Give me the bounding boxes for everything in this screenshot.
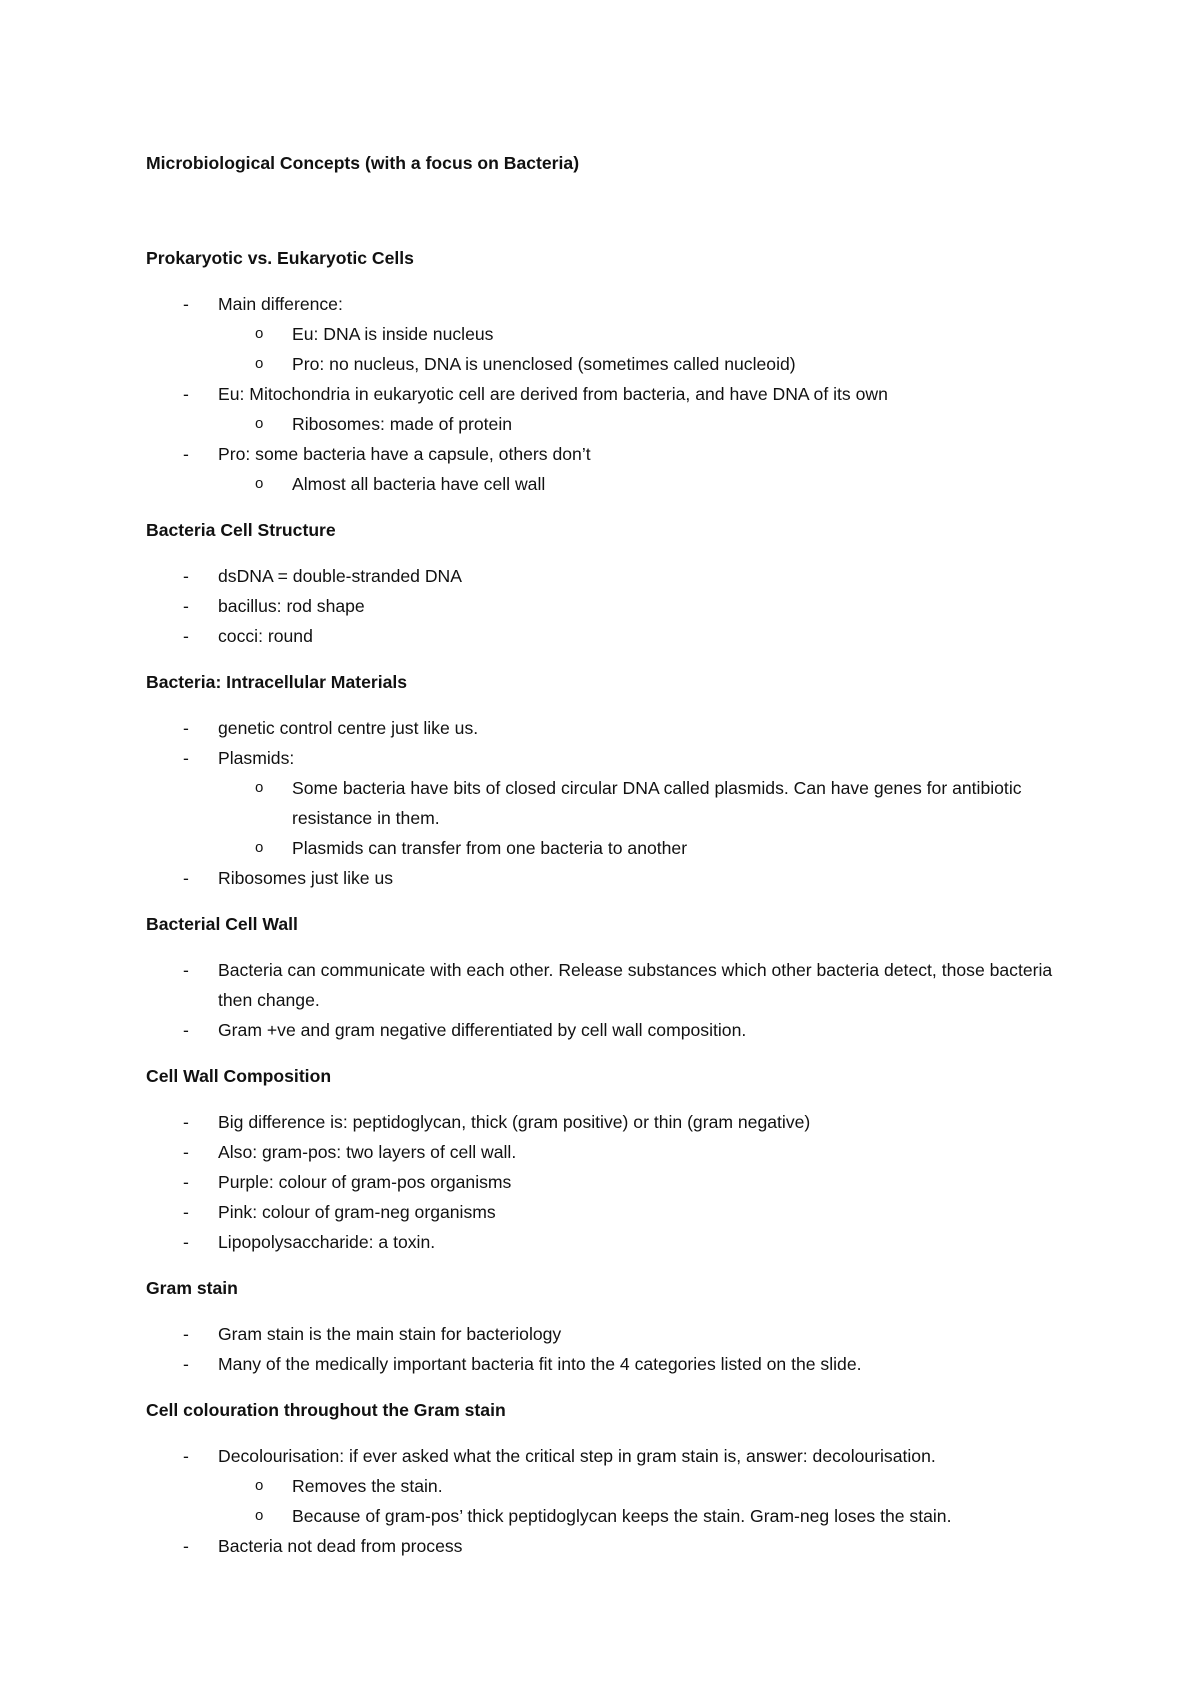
list-item	[146, 1349, 1086, 1379]
section	[146, 667, 1086, 893]
dash-bullet-icon: -	[183, 718, 189, 738]
section	[146, 243, 1086, 499]
circle-bullet-icon: o	[255, 839, 264, 856]
list-item-text: Almost all bacteria have cell wall	[292, 474, 546, 494]
list-item-text: Bacteria not dead from process	[218, 1536, 463, 1556]
circle-bullet-icon: o	[255, 779, 264, 796]
list-item-text: Removes the stain.	[292, 1476, 443, 1496]
list-item	[146, 1441, 1086, 1471]
bullet-list	[146, 561, 1086, 651]
dash-bullet-icon: -	[183, 384, 189, 404]
dash-bullet-icon: -	[183, 868, 189, 888]
bullet-list	[146, 955, 1086, 1045]
list-item	[146, 1107, 1086, 1137]
sub-list-item	[146, 409, 1086, 439]
dash-bullet-icon: -	[183, 1020, 189, 1040]
list-item-text: Gram stain is the main stain for bacteriology	[218, 1324, 562, 1344]
section-heading: Prokaryotic vs. Eukaryotic Cells	[146, 248, 414, 268]
document-title: Microbiological Concepts (with a focus on Bacteria)	[146, 153, 580, 173]
list-item-text: bacillus: rod shape	[218, 596, 365, 616]
list-item-text: Pro: some bacteria have a capsule, others don’t	[218, 444, 591, 464]
dash-bullet-icon: -	[183, 1354, 189, 1374]
section-heading: Bacterial Cell Wall	[146, 914, 298, 934]
dash-bullet-icon: -	[183, 960, 189, 980]
list-item-text: Plasmids can transfer from one bacteria to another	[292, 838, 688, 858]
list-item	[146, 379, 1086, 409]
list-item-text: Bacteria can communicate with each other. Release substances which other bacteria detect, those bacteria then change.	[218, 960, 1053, 1010]
sub-list-item	[146, 773, 1086, 833]
list-item-text: dsDNA = double-stranded DNA	[218, 566, 463, 586]
list-item-text: Pro: no nucleus, DNA is unenclosed (sometimes called nucleoid)	[292, 354, 796, 374]
list-item-text: Also: gram-pos: two layers of cell wall.	[218, 1142, 517, 1162]
dash-bullet-icon: -	[183, 748, 189, 768]
circle-bullet-icon: o	[255, 355, 264, 372]
section	[146, 1061, 1086, 1257]
dash-bullet-icon: -	[183, 444, 189, 464]
list-item	[146, 1015, 1086, 1045]
section-heading: Bacteria Cell Structure	[146, 520, 336, 540]
list-item	[146, 439, 1086, 469]
list-item-text: Many of the medically important bacteria fit into the 4 categories listed on the slide.	[218, 1354, 862, 1374]
list-item	[146, 1531, 1086, 1561]
list-item-text: Lipopolysaccharide: a toxin.	[218, 1232, 436, 1252]
bullet-list	[146, 1319, 1086, 1379]
bullet-list	[146, 713, 1086, 893]
section	[146, 515, 1086, 651]
dash-bullet-icon: -	[183, 1232, 189, 1252]
list-item-text: Eu: Mitochondria in eukaryotic cell are derived from bacteria, and have DNA of its own	[218, 384, 888, 404]
dash-bullet-icon: -	[183, 1324, 189, 1344]
sub-list-item	[146, 469, 1086, 499]
section	[146, 1395, 1086, 1561]
list-item	[146, 1137, 1086, 1167]
document-body	[146, 148, 1086, 1561]
list-item	[146, 955, 1086, 1015]
section-heading: Cell colouration throughout the Gram stain	[146, 1400, 506, 1420]
circle-bullet-icon: o	[255, 1507, 264, 1524]
title-spacer	[146, 178, 1086, 243]
list-item	[146, 289, 1086, 319]
dash-bullet-icon: -	[183, 1112, 189, 1132]
section	[146, 909, 1086, 1045]
list-item	[146, 591, 1086, 621]
sub-list-item	[146, 349, 1086, 379]
list-item	[146, 1227, 1086, 1257]
list-item-text: Purple: colour of gram-pos organisms	[218, 1172, 512, 1192]
sub-list-item	[146, 1471, 1086, 1501]
list-item	[146, 621, 1086, 651]
bullet-list	[146, 289, 1086, 499]
list-item-text: Ribosomes just like us	[218, 868, 394, 888]
list-item-text: genetic control centre just like us.	[218, 718, 479, 738]
list-item	[146, 1319, 1086, 1349]
list-item-text: Some bacteria have bits of closed circular DNA called plasmids. Can have genes for antibiotic resistance in them.	[292, 778, 1022, 828]
list-item	[146, 561, 1086, 591]
circle-bullet-icon: o	[255, 325, 264, 342]
list-item-text: Ribosomes: made of protein	[292, 414, 513, 434]
section-heading: Gram stain	[146, 1278, 238, 1298]
sub-list-item	[146, 319, 1086, 349]
bullet-list	[146, 1107, 1086, 1257]
list-item-text: Main difference:	[218, 294, 343, 314]
dash-bullet-icon: -	[183, 1142, 189, 1162]
list-item-text: Gram +ve and gram negative differentiated by cell wall composition.	[218, 1020, 747, 1040]
list-item	[146, 713, 1086, 743]
section	[146, 1273, 1086, 1379]
list-item-text: Pink: colour of gram-neg organisms	[218, 1202, 496, 1222]
list-item-text: Eu: DNA is inside nucleus	[292, 324, 494, 344]
dash-bullet-icon: -	[183, 626, 189, 646]
list-item-text: Big difference is: peptidoglycan, thick (gram positive) or thin (gram negative)	[218, 1112, 811, 1132]
circle-bullet-icon: o	[255, 1477, 264, 1494]
sections-container	[146, 243, 1086, 1561]
sub-list-item	[146, 833, 1086, 863]
dash-bullet-icon: -	[183, 596, 189, 616]
dash-bullet-icon: -	[183, 566, 189, 586]
circle-bullet-icon: o	[255, 475, 264, 492]
list-item	[146, 1197, 1086, 1227]
bullet-list	[146, 1441, 1086, 1561]
sub-list-item	[146, 1501, 1086, 1531]
section-heading: Cell Wall Composition	[146, 1066, 332, 1086]
list-item-text: Plasmids:	[218, 748, 295, 768]
list-item-text: cocci: round	[218, 626, 313, 646]
dash-bullet-icon: -	[183, 1536, 189, 1556]
dash-bullet-icon: -	[183, 1446, 189, 1466]
list-item	[146, 743, 1086, 773]
dash-bullet-icon: -	[183, 1172, 189, 1192]
dash-bullet-icon: -	[183, 1202, 189, 1222]
list-item	[146, 1167, 1086, 1197]
list-item-text: Decolourisation: if ever asked what the critical step in gram stain is, answer: decolourisation.	[218, 1446, 936, 1466]
section-heading: Bacteria: Intracellular Materials	[146, 672, 408, 692]
list-item-text: Because of gram-pos’ thick peptidoglycan keeps the stain. Gram-neg loses the stain.	[292, 1506, 952, 1526]
circle-bullet-icon: o	[255, 415, 264, 432]
list-item	[146, 863, 1086, 893]
dash-bullet-icon: -	[183, 294, 189, 314]
